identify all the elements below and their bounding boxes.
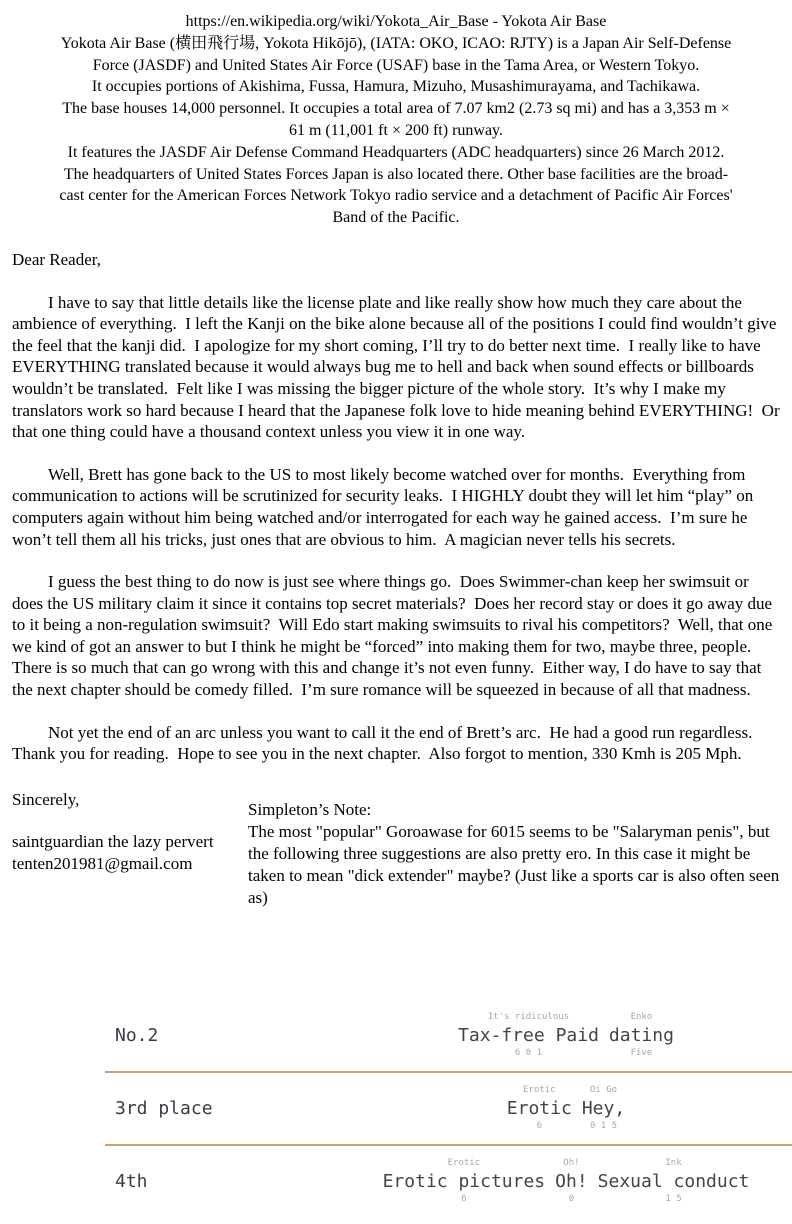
ruby-translation: Enko bbox=[630, 1012, 653, 1022]
salutation: Dear Reader, bbox=[12, 249, 101, 269]
goroawase-digits: 0 bbox=[568, 1194, 575, 1204]
note-title: Simpleton’s Note: bbox=[248, 799, 372, 819]
letter-paragraph: I guess the best thing to do now is just see where things go. Does Swimmer-chan keep her swimsuit or does the US military claim it since it contains top secret materials? Does her record stay or does it go away due to it being a non-regulation swimsuit? Will Edo start making swimsuits to rival his competitors? Well, that one we kind of got an answer to but I think he might be “forced” into making them for two, maybe three, people. There is so much that can go wrong with this and change it’s not even funny. Either way, I do have to say that the next chapter should be comedy filled. I’m sure romance will be squeezed in because of all that madness. bbox=[12, 572, 777, 700]
header-line: The headquarters of United States Forces Japan is also located there. Other base facilities are the broad- bbox=[63, 165, 729, 183]
goroawase-phrase bbox=[340, 1084, 792, 1133]
header-line: It occupies portions of Akishima, Fussa, Hamura, Mizuho, Musashimurayama, and Tachikawa. bbox=[91, 78, 701, 96]
rank-label: 3rd place bbox=[115, 1098, 213, 1119]
phrase-text: Oh! bbox=[555, 1171, 588, 1192]
phrase-text: Hey, bbox=[581, 1098, 626, 1119]
rank-cell bbox=[0, 1025, 340, 1046]
phrase-segment bbox=[604, 1011, 679, 1060]
letter-paragraph: Not yet the end of an arc unless you want to call it the end of Brett’s arc. He had a good run regardless. Thank you for reading. Hope to see you in the next chapter. Also forgot to mention, 330 Kmh is 205 Mph. bbox=[12, 722, 761, 764]
goroawase-digits: 6 bbox=[461, 1194, 467, 1204]
goroawase-phrase bbox=[340, 1157, 792, 1206]
signoff-section bbox=[0, 789, 792, 909]
goroawase-digits: 1 5 bbox=[665, 1194, 682, 1204]
header-line: The base houses 14,000 personnel. It occupies a total area of 7.07 km2 (2.73 sq mi) and has a 3,353 m × bbox=[62, 100, 730, 118]
rank-label: 4th bbox=[115, 1171, 148, 1192]
header-line: Yokota Air Base (横田飛行場, Yokota Hikōjō), (IATA: OKO, ICAO: RJTY) is a Japan Air Self-Defense bbox=[60, 34, 732, 52]
header-line: Force (JASDF) and United States Air Force (USAF) base in the Tama Area, or Western Tokyo. bbox=[92, 56, 700, 74]
ruby-translation: Oi Go bbox=[589, 1085, 618, 1095]
rank-cell bbox=[0, 1098, 340, 1119]
header-line: 61 m (11,001 ft × 200 ft) runway. bbox=[288, 121, 504, 139]
goroawase-phrase bbox=[340, 1011, 792, 1060]
letter-body bbox=[0, 249, 792, 765]
signature-block bbox=[12, 789, 248, 909]
simpleton-note bbox=[248, 789, 792, 909]
letter-paragraph: Well, Brett has gone back to the US to most likely become watched over for months. Everything from communication to actions will be scrutinized for security leaks. I HIGHLY doubt they will let him “play” on computers again without him being watched and/or interrogated for each way he gained access. I’m sure he won’t tell them all his tricks, just ones that are obvious to him. A magician never tells his secrets. bbox=[12, 464, 758, 549]
ranking-row bbox=[0, 1073, 792, 1144]
phrase-segment bbox=[453, 1011, 604, 1060]
letter-paragraph: I have to say that little details like the license plate and like really show how much they care about the ambience of everything. I left the Kanji on the bike alone because all of the positions I could find wouldn’t give the feel that the kanji did. I apologize for my short coming, I’ll try to do better next time. I really like to have EVERYTHING translated because it would always bug me to hell and back when sound effects or billboards wouldn’t be translated. Felt like I was missing the bigger picture of the whole story. It’s why I make my translators work so hard because I heard that the Japanese folk love to hide meaning behind EVERYTHING! Or that one thing could have a thousand context unless you view it in one way. bbox=[12, 292, 784, 442]
rank-label: No.2 bbox=[115, 1025, 159, 1046]
phrase-text: Erotic pictures bbox=[382, 1171, 546, 1192]
goroawase-ranking-table bbox=[0, 1000, 792, 1217]
phrase-segment bbox=[378, 1157, 551, 1206]
phrase-text: Erotic bbox=[506, 1098, 572, 1119]
closing: Sincerely, bbox=[12, 789, 80, 809]
phrase-text: dating bbox=[608, 1025, 674, 1046]
phrase-segment bbox=[593, 1157, 755, 1206]
ruby-translation: Erotic bbox=[523, 1085, 556, 1095]
rank-cell bbox=[0, 1171, 340, 1192]
phrase-text: Sexual conduct bbox=[597, 1171, 750, 1192]
goroawase-digits: 6 bbox=[536, 1121, 543, 1131]
phrase-text: Tax-free Paid bbox=[458, 1025, 599, 1046]
header-line: Band of the Pacific. bbox=[332, 209, 460, 227]
phrase-segment bbox=[502, 1084, 577, 1133]
header-line: It features the JASDF Air Defense Command Headquarters (ADC headquarters) since 26 March 2012. bbox=[67, 143, 725, 161]
phrase-segment bbox=[577, 1084, 630, 1133]
ruby-translation: It's ridiculous bbox=[487, 1012, 570, 1022]
signature-name: saintguardian the lazy pervert bbox=[12, 832, 214, 852]
ranking-row bbox=[0, 1146, 792, 1217]
ruby-translation: Ink bbox=[665, 1158, 682, 1168]
ruby-translation: Erotic bbox=[447, 1158, 481, 1168]
signature-email: tenten201981@gmail.com bbox=[12, 854, 193, 874]
note-body: The most "popular" Goroawase for 6015 seems to be "Salaryman penis", but the following three suggestions are also pretty ero. In this case it might be taken to mean "dick extender" maybe? (Just like a sports car is also often seen as) bbox=[248, 821, 784, 907]
header-block bbox=[0, 0, 792, 229]
goroawase-digits: 0 1 5 bbox=[589, 1121, 618, 1131]
goroawase-digits: 6 0 1 bbox=[514, 1048, 543, 1058]
goroawase-digits: Five bbox=[630, 1048, 653, 1058]
header-line: cast center for the American Forces Network Tokyo radio service and a detachment of Pacific Air Forces' bbox=[59, 187, 733, 205]
ranking-row bbox=[0, 1000, 792, 1071]
ruby-translation: Oh! bbox=[563, 1158, 580, 1168]
phrase-segment bbox=[550, 1157, 593, 1206]
header-line: https://en.wikipedia.org/wiki/Yokota_Air_Base - Yokota Air Base bbox=[185, 13, 607, 30]
